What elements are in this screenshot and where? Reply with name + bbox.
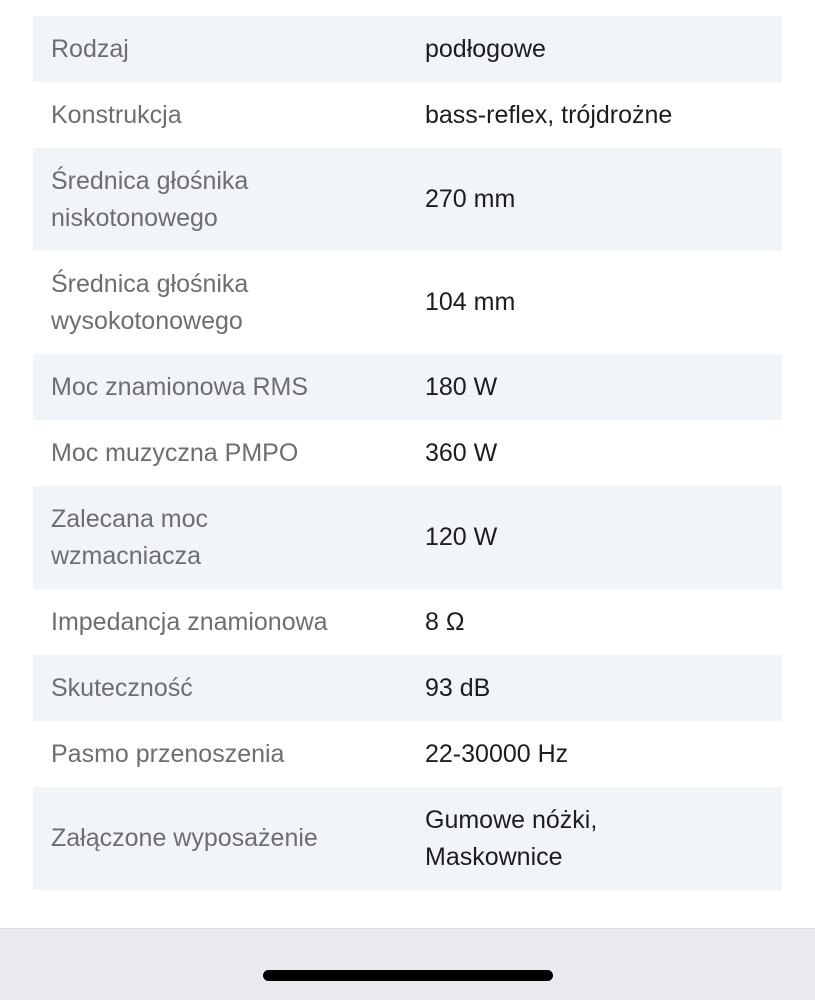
spec-value: 270 mm bbox=[425, 185, 516, 213]
spec-value: 180 W bbox=[425, 372, 498, 401]
spec-value: 120 W bbox=[425, 523, 498, 551]
bottom-bar bbox=[0, 928, 815, 1000]
spec-label: Skuteczność bbox=[51, 673, 193, 702]
spec-value: bass-reflex, trójdrożne bbox=[425, 100, 673, 129]
spec-value: 22-30000 Hz bbox=[425, 739, 569, 768]
spec-label: Konstrukcja bbox=[51, 100, 182, 129]
spec-row-recommended-amp bbox=[33, 486, 782, 589]
spec-row-rodzaj bbox=[33, 16, 782, 82]
spec-row-woofer-diameter bbox=[33, 148, 782, 251]
spec-row-impedance bbox=[33, 589, 782, 655]
spec-label: Impedancja znamionowa bbox=[51, 607, 328, 636]
spec-label: Moc znamionowa RMS bbox=[51, 372, 309, 401]
spec-label: Załączone wyposażenie bbox=[51, 824, 318, 852]
spec-label: Zalecana moc wzmacniacza bbox=[51, 504, 209, 570]
spec-value: 360 W bbox=[425, 438, 498, 467]
spec-label: Pasmo przenoszenia bbox=[51, 739, 285, 768]
spec-row-pmpo-power bbox=[33, 420, 782, 486]
spec-table bbox=[33, 16, 782, 890]
spec-row-konstrukcja bbox=[33, 82, 782, 148]
spec-value: 93 dB bbox=[425, 673, 491, 702]
spec-value: 8 Ω bbox=[425, 607, 465, 636]
spec-row-included-accessories bbox=[33, 787, 782, 890]
home-indicator[interactable] bbox=[263, 970, 553, 981]
spec-label: Rodzaj bbox=[51, 34, 129, 63]
spec-label: Moc muzyczna PMPO bbox=[51, 438, 299, 467]
spec-value: 104 mm bbox=[425, 288, 516, 316]
spec-row-efficiency bbox=[33, 655, 782, 721]
spec-row-tweeter-diameter bbox=[33, 251, 782, 354]
spec-row-rms-power bbox=[33, 354, 782, 420]
spec-value: podłogowe bbox=[425, 34, 546, 63]
spec-row-frequency-range bbox=[33, 721, 782, 787]
spec-value: Gumowe nóżki, Maskownice bbox=[425, 805, 598, 871]
spec-label: Średnica głośnika niskotonowego bbox=[51, 166, 249, 232]
spec-label: Średnica głośnika wysokotonowego bbox=[51, 269, 249, 335]
